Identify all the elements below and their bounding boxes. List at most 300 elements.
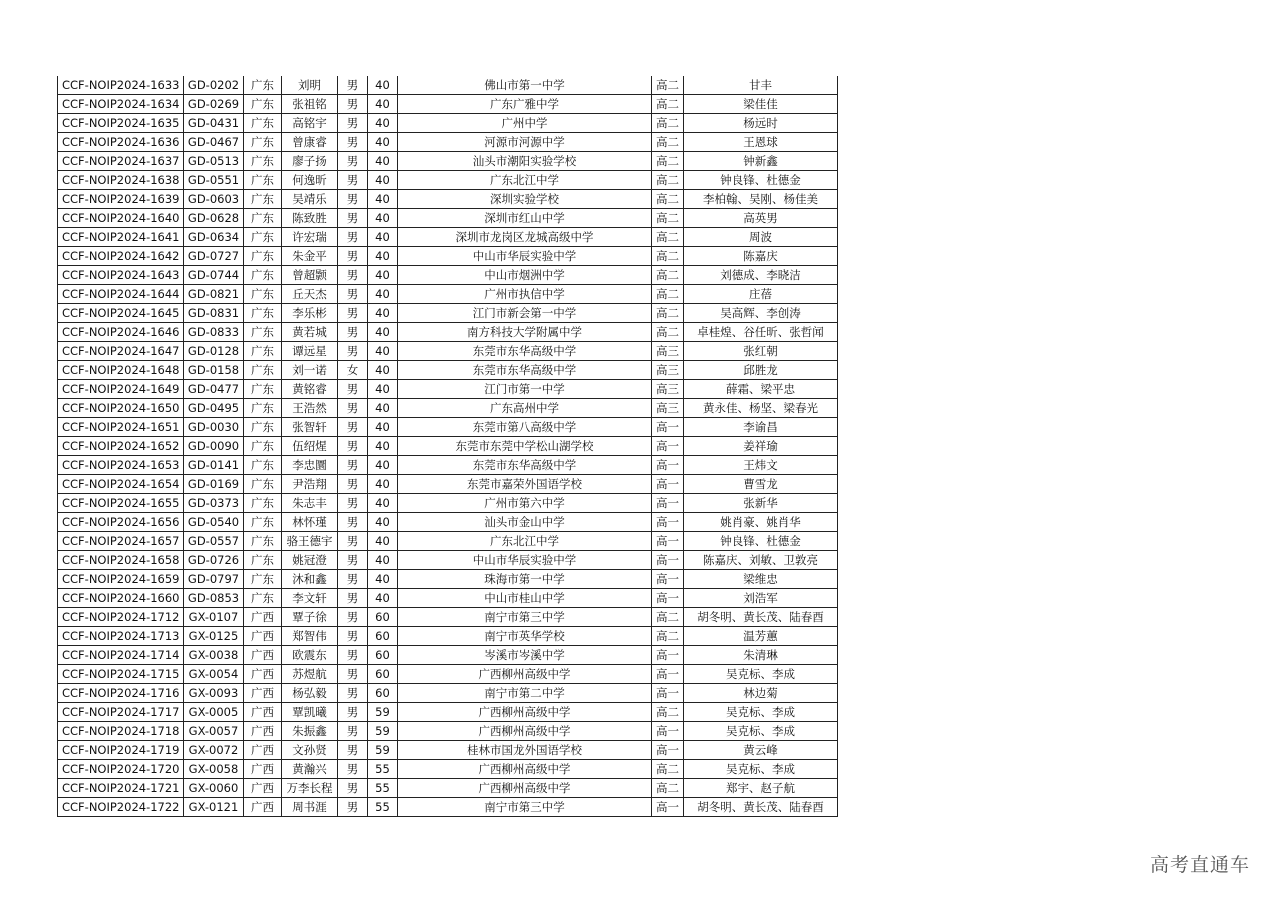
instructor-cell: 吴克标、李成 bbox=[684, 703, 838, 722]
score-cell: 55 bbox=[368, 760, 398, 779]
table-row bbox=[58, 171, 838, 190]
table-row bbox=[58, 437, 838, 456]
registration-code-cell: GX-0072 bbox=[184, 741, 244, 760]
registration-code-cell: GD-0269 bbox=[184, 95, 244, 114]
gender-cell: 男 bbox=[338, 114, 368, 133]
contest-id-cell: CCF-NOIP2024-1714 bbox=[58, 646, 184, 665]
score-cell: 40 bbox=[368, 456, 398, 475]
province-cell: 广东 bbox=[244, 361, 282, 380]
school-cell: 东莞市东莞中学松山湖学校 bbox=[398, 437, 652, 456]
student-name-cell: 刘明 bbox=[282, 76, 338, 95]
contest-id-cell: CCF-NOIP2024-1642 bbox=[58, 247, 184, 266]
gender-cell: 女 bbox=[338, 361, 368, 380]
instructor-cell: 刘德成、李晓洁 bbox=[684, 266, 838, 285]
grade-cell: 高三 bbox=[652, 342, 684, 361]
table-row bbox=[58, 380, 838, 399]
school-cell: 广东北江中学 bbox=[398, 171, 652, 190]
gender-cell: 男 bbox=[338, 152, 368, 171]
province-cell: 广东 bbox=[244, 171, 282, 190]
score-cell: 60 bbox=[368, 608, 398, 627]
instructor-cell: 王恩球 bbox=[684, 133, 838, 152]
instructor-cell: 梁佳佳 bbox=[684, 95, 838, 114]
registration-code-cell: GX-0005 bbox=[184, 703, 244, 722]
table-row bbox=[58, 570, 838, 589]
grade-cell: 高一 bbox=[652, 570, 684, 589]
province-cell: 广东 bbox=[244, 437, 282, 456]
student-name-cell: 欧震东 bbox=[282, 646, 338, 665]
registration-code-cell: GD-0202 bbox=[184, 76, 244, 95]
student-name-cell: 姚冠澄 bbox=[282, 551, 338, 570]
instructor-cell: 温芳蕙 bbox=[684, 627, 838, 646]
score-cell: 40 bbox=[368, 570, 398, 589]
student-name-cell: 曾康睿 bbox=[282, 133, 338, 152]
instructor-cell: 姚肖豪、姚肖华 bbox=[684, 513, 838, 532]
contest-id-cell: CCF-NOIP2024-1722 bbox=[58, 798, 184, 817]
score-cell: 60 bbox=[368, 627, 398, 646]
gender-cell: 男 bbox=[338, 323, 368, 342]
school-cell: 广西柳州高级中学 bbox=[398, 779, 652, 798]
contest-id-cell: CCF-NOIP2024-1654 bbox=[58, 475, 184, 494]
province-cell: 广东 bbox=[244, 133, 282, 152]
score-cell: 40 bbox=[368, 228, 398, 247]
school-cell: 佛山市第一中学 bbox=[398, 76, 652, 95]
gender-cell: 男 bbox=[338, 304, 368, 323]
table-row bbox=[58, 266, 838, 285]
gender-cell: 男 bbox=[338, 684, 368, 703]
registration-code-cell: GX-0057 bbox=[184, 722, 244, 741]
registration-code-cell: GD-0726 bbox=[184, 551, 244, 570]
registration-code-cell: GD-0431 bbox=[184, 114, 244, 133]
student-name-cell: 张祖铭 bbox=[282, 95, 338, 114]
school-cell: 汕头市潮阳实验学校 bbox=[398, 152, 652, 171]
table-row bbox=[58, 133, 838, 152]
school-cell: 东莞市东华高级中学 bbox=[398, 342, 652, 361]
grade-cell: 高二 bbox=[652, 209, 684, 228]
grade-cell: 高一 bbox=[652, 475, 684, 494]
gender-cell: 男 bbox=[338, 95, 368, 114]
score-cell: 40 bbox=[368, 532, 398, 551]
student-name-cell: 张智轩 bbox=[282, 418, 338, 437]
instructor-cell: 周波 bbox=[684, 228, 838, 247]
school-cell: 深圳市红山中学 bbox=[398, 209, 652, 228]
province-cell: 广东 bbox=[244, 589, 282, 608]
grade-cell: 高二 bbox=[652, 779, 684, 798]
province-cell: 广东 bbox=[244, 551, 282, 570]
registration-code-cell: GX-0125 bbox=[184, 627, 244, 646]
table-row bbox=[58, 513, 838, 532]
score-cell: 55 bbox=[368, 779, 398, 798]
table-row bbox=[58, 589, 838, 608]
table-row bbox=[58, 114, 838, 133]
province-cell: 广西 bbox=[244, 779, 282, 798]
instructor-cell: 胡冬明、黄长茂、陆春酉 bbox=[684, 608, 838, 627]
registration-code-cell: GD-0557 bbox=[184, 532, 244, 551]
gender-cell: 男 bbox=[338, 589, 368, 608]
grade-cell: 高一 bbox=[652, 418, 684, 437]
contest-id-cell: CCF-NOIP2024-1717 bbox=[58, 703, 184, 722]
student-name-cell: 万李长程 bbox=[282, 779, 338, 798]
province-cell: 广东 bbox=[244, 494, 282, 513]
watermark-text: 高考直通车 bbox=[1149, 854, 1250, 876]
score-cell: 40 bbox=[368, 361, 398, 380]
registration-code-cell: GD-0158 bbox=[184, 361, 244, 380]
grade-cell: 高二 bbox=[652, 608, 684, 627]
student-name-cell: 丘天杰 bbox=[282, 285, 338, 304]
registration-code-cell: GX-0093 bbox=[184, 684, 244, 703]
contest-id-cell: CCF-NOIP2024-1638 bbox=[58, 171, 184, 190]
province-cell: 广东 bbox=[244, 95, 282, 114]
table-row bbox=[58, 209, 838, 228]
instructor-cell: 王炜文 bbox=[684, 456, 838, 475]
registration-code-cell: GD-0833 bbox=[184, 323, 244, 342]
student-name-cell: 骆王德宇 bbox=[282, 532, 338, 551]
grade-cell: 高二 bbox=[652, 190, 684, 209]
contest-id-cell: CCF-NOIP2024-1646 bbox=[58, 323, 184, 342]
contest-id-cell: CCF-NOIP2024-1640 bbox=[58, 209, 184, 228]
student-name-cell: 朱振鑫 bbox=[282, 722, 338, 741]
table-row bbox=[58, 684, 838, 703]
table-row bbox=[58, 76, 838, 95]
school-cell: 东莞市第八高级中学 bbox=[398, 418, 652, 437]
grade-cell: 高二 bbox=[652, 76, 684, 95]
student-name-cell: 许宏瑞 bbox=[282, 228, 338, 247]
instructor-cell: 陈嘉庆 bbox=[684, 247, 838, 266]
student-name-cell: 高铭宇 bbox=[282, 114, 338, 133]
student-name-cell: 沐和鑫 bbox=[282, 570, 338, 589]
registration-code-cell: GX-0054 bbox=[184, 665, 244, 684]
contest-id-cell: CCF-NOIP2024-1721 bbox=[58, 779, 184, 798]
province-cell: 广东 bbox=[244, 418, 282, 437]
score-cell: 40 bbox=[368, 152, 398, 171]
school-cell: 江门市新会第一中学 bbox=[398, 304, 652, 323]
score-cell: 40 bbox=[368, 76, 398, 95]
instructor-cell: 郑宇、赵子航 bbox=[684, 779, 838, 798]
score-cell: 40 bbox=[368, 589, 398, 608]
registration-code-cell: GD-0467 bbox=[184, 133, 244, 152]
contest-id-cell: CCF-NOIP2024-1645 bbox=[58, 304, 184, 323]
gender-cell: 男 bbox=[338, 741, 368, 760]
province-cell: 广东 bbox=[244, 323, 282, 342]
table-row bbox=[58, 190, 838, 209]
gender-cell: 男 bbox=[338, 570, 368, 589]
school-cell: 河源市河源中学 bbox=[398, 133, 652, 152]
contest-id-cell: CCF-NOIP2024-1636 bbox=[58, 133, 184, 152]
grade-cell: 高二 bbox=[652, 228, 684, 247]
instructor-cell: 吴高辉、李创涛 bbox=[684, 304, 838, 323]
grade-cell: 高二 bbox=[652, 285, 684, 304]
gender-cell: 男 bbox=[338, 532, 368, 551]
province-cell: 广东 bbox=[244, 266, 282, 285]
contest-id-cell: CCF-NOIP2024-1653 bbox=[58, 456, 184, 475]
registration-code-cell: GD-0551 bbox=[184, 171, 244, 190]
contest-id-cell: CCF-NOIP2024-1657 bbox=[58, 532, 184, 551]
student-name-cell: 文孙贤 bbox=[282, 741, 338, 760]
registration-code-cell: GD-0821 bbox=[184, 285, 244, 304]
student-name-cell: 李忠圜 bbox=[282, 456, 338, 475]
table-row bbox=[58, 627, 838, 646]
student-name-cell: 何逸昕 bbox=[282, 171, 338, 190]
grade-cell: 高一 bbox=[652, 494, 684, 513]
student-name-cell: 朱志丰 bbox=[282, 494, 338, 513]
contest-id-cell: CCF-NOIP2024-1718 bbox=[58, 722, 184, 741]
score-cell: 59 bbox=[368, 703, 398, 722]
province-cell: 广东 bbox=[244, 228, 282, 247]
contest-id-cell: CCF-NOIP2024-1650 bbox=[58, 399, 184, 418]
registration-code-cell: GX-0107 bbox=[184, 608, 244, 627]
instructor-cell: 吴克标、李成 bbox=[684, 722, 838, 741]
gender-cell: 男 bbox=[338, 760, 368, 779]
instructor-cell: 黄云峰 bbox=[684, 741, 838, 760]
contest-id-cell: CCF-NOIP2024-1656 bbox=[58, 513, 184, 532]
school-cell: 岑溪市岑溪中学 bbox=[398, 646, 652, 665]
table-row bbox=[58, 285, 838, 304]
province-cell: 广东 bbox=[244, 342, 282, 361]
table-row bbox=[58, 342, 838, 361]
province-cell: 广西 bbox=[244, 703, 282, 722]
gender-cell: 男 bbox=[338, 209, 368, 228]
registration-code-cell: GD-0628 bbox=[184, 209, 244, 228]
province-cell: 广东 bbox=[244, 570, 282, 589]
student-name-cell: 吴靖乐 bbox=[282, 190, 338, 209]
gender-cell: 男 bbox=[338, 437, 368, 456]
province-cell: 广西 bbox=[244, 722, 282, 741]
school-cell: 汕头市金山中学 bbox=[398, 513, 652, 532]
score-cell: 40 bbox=[368, 342, 398, 361]
registration-code-cell: GD-0797 bbox=[184, 570, 244, 589]
score-cell: 40 bbox=[368, 114, 398, 133]
table-row bbox=[58, 608, 838, 627]
registration-code-cell: GD-0831 bbox=[184, 304, 244, 323]
grade-cell: 高一 bbox=[652, 722, 684, 741]
grade-cell: 高一 bbox=[652, 646, 684, 665]
table-row bbox=[58, 760, 838, 779]
student-name-cell: 刘一诺 bbox=[282, 361, 338, 380]
contest-id-cell: CCF-NOIP2024-1720 bbox=[58, 760, 184, 779]
province-cell: 广东 bbox=[244, 304, 282, 323]
grade-cell: 高一 bbox=[652, 684, 684, 703]
school-cell: 广东广雅中学 bbox=[398, 95, 652, 114]
score-cell: 40 bbox=[368, 380, 398, 399]
school-cell: 深圳实验学校 bbox=[398, 190, 652, 209]
score-cell: 40 bbox=[368, 285, 398, 304]
student-name-cell: 谭远星 bbox=[282, 342, 338, 361]
province-cell: 广东 bbox=[244, 285, 282, 304]
school-cell: 广东北江中学 bbox=[398, 532, 652, 551]
grade-cell: 高二 bbox=[652, 627, 684, 646]
instructor-cell: 林边菊 bbox=[684, 684, 838, 703]
score-cell: 40 bbox=[368, 209, 398, 228]
gender-cell: 男 bbox=[338, 456, 368, 475]
school-cell: 中山市华辰实验中学 bbox=[398, 551, 652, 570]
province-cell: 广东 bbox=[244, 513, 282, 532]
instructor-cell: 张红朝 bbox=[684, 342, 838, 361]
gender-cell: 男 bbox=[338, 551, 368, 570]
score-cell: 60 bbox=[368, 684, 398, 703]
instructor-cell: 甘丰 bbox=[684, 76, 838, 95]
results-table-body bbox=[58, 76, 838, 817]
instructor-cell: 庄蓓 bbox=[684, 285, 838, 304]
gender-cell: 男 bbox=[338, 399, 368, 418]
student-name-cell: 廖子扬 bbox=[282, 152, 338, 171]
registration-code-cell: GD-0634 bbox=[184, 228, 244, 247]
school-cell: 广东高州中学 bbox=[398, 399, 652, 418]
table-row bbox=[58, 418, 838, 437]
instructor-cell: 陈嘉庆、刘敏、卫敦亮 bbox=[684, 551, 838, 570]
table-row bbox=[58, 95, 838, 114]
registration-code-cell: GD-0853 bbox=[184, 589, 244, 608]
contest-id-cell: CCF-NOIP2024-1658 bbox=[58, 551, 184, 570]
score-cell: 40 bbox=[368, 399, 398, 418]
score-cell: 40 bbox=[368, 171, 398, 190]
gender-cell: 男 bbox=[338, 171, 368, 190]
score-cell: 40 bbox=[368, 190, 398, 209]
contest-id-cell: CCF-NOIP2024-1713 bbox=[58, 627, 184, 646]
grade-cell: 高一 bbox=[652, 551, 684, 570]
table-row bbox=[58, 475, 838, 494]
score-cell: 60 bbox=[368, 646, 398, 665]
table-row bbox=[58, 798, 838, 817]
school-cell: 中山市华辰实验中学 bbox=[398, 247, 652, 266]
contest-id-cell: CCF-NOIP2024-1652 bbox=[58, 437, 184, 456]
province-cell: 广东 bbox=[244, 76, 282, 95]
score-cell: 40 bbox=[368, 133, 398, 152]
score-cell: 40 bbox=[368, 323, 398, 342]
table-row bbox=[58, 304, 838, 323]
student-name-cell: 曾超颢 bbox=[282, 266, 338, 285]
student-name-cell: 李乐彬 bbox=[282, 304, 338, 323]
table-row bbox=[58, 323, 838, 342]
gender-cell: 男 bbox=[338, 285, 368, 304]
school-cell: 广州市第六中学 bbox=[398, 494, 652, 513]
province-cell: 广西 bbox=[244, 684, 282, 703]
table-row bbox=[58, 665, 838, 684]
student-name-cell: 郑智伟 bbox=[282, 627, 338, 646]
results-table bbox=[57, 76, 838, 817]
grade-cell: 高二 bbox=[652, 133, 684, 152]
score-cell: 40 bbox=[368, 418, 398, 437]
contest-id-cell: CCF-NOIP2024-1643 bbox=[58, 266, 184, 285]
school-cell: 深圳市龙岗区龙城高级中学 bbox=[398, 228, 652, 247]
student-name-cell: 周书涯 bbox=[282, 798, 338, 817]
gender-cell: 男 bbox=[338, 247, 368, 266]
grade-cell: 高一 bbox=[652, 513, 684, 532]
contest-id-cell: CCF-NOIP2024-1637 bbox=[58, 152, 184, 171]
school-cell: 东莞市东华高级中学 bbox=[398, 361, 652, 380]
registration-code-cell: GD-0169 bbox=[184, 475, 244, 494]
contest-id-cell: CCF-NOIP2024-1647 bbox=[58, 342, 184, 361]
score-cell: 40 bbox=[368, 513, 398, 532]
grade-cell: 高二 bbox=[652, 247, 684, 266]
instructor-cell: 刘浩军 bbox=[684, 589, 838, 608]
registration-code-cell: GD-0141 bbox=[184, 456, 244, 475]
school-cell: 中山市桂山中学 bbox=[398, 589, 652, 608]
table-row bbox=[58, 247, 838, 266]
school-cell: 南宁市第三中学 bbox=[398, 608, 652, 627]
table-row bbox=[58, 703, 838, 722]
score-cell: 59 bbox=[368, 741, 398, 760]
province-cell: 广东 bbox=[244, 247, 282, 266]
gender-cell: 男 bbox=[338, 513, 368, 532]
grade-cell: 高三 bbox=[652, 399, 684, 418]
instructor-cell: 胡冬明、黄长茂、陆春酉 bbox=[684, 798, 838, 817]
registration-code-cell: GD-0030 bbox=[184, 418, 244, 437]
province-cell: 广东 bbox=[244, 380, 282, 399]
province-cell: 广东 bbox=[244, 190, 282, 209]
score-cell: 60 bbox=[368, 665, 398, 684]
student-name-cell: 黄瀚兴 bbox=[282, 760, 338, 779]
score-cell: 59 bbox=[368, 722, 398, 741]
student-name-cell: 王浩然 bbox=[282, 399, 338, 418]
gender-cell: 男 bbox=[338, 228, 368, 247]
grade-cell: 高一 bbox=[652, 437, 684, 456]
school-cell: 广西柳州高级中学 bbox=[398, 760, 652, 779]
grade-cell: 高二 bbox=[652, 703, 684, 722]
instructor-cell: 姜祥瑜 bbox=[684, 437, 838, 456]
grade-cell: 高三 bbox=[652, 380, 684, 399]
instructor-cell: 朱清琳 bbox=[684, 646, 838, 665]
student-name-cell: 杨弘毅 bbox=[282, 684, 338, 703]
instructor-cell: 李柏翰、吴刚、杨佳美 bbox=[684, 190, 838, 209]
student-name-cell: 林怀瑾 bbox=[282, 513, 338, 532]
contest-id-cell: CCF-NOIP2024-1644 bbox=[58, 285, 184, 304]
student-name-cell: 陈致胜 bbox=[282, 209, 338, 228]
table-row bbox=[58, 152, 838, 171]
contest-id-cell: CCF-NOIP2024-1648 bbox=[58, 361, 184, 380]
contest-id-cell: CCF-NOIP2024-1633 bbox=[58, 76, 184, 95]
grade-cell: 高一 bbox=[652, 456, 684, 475]
grade-cell: 高二 bbox=[652, 760, 684, 779]
score-cell: 40 bbox=[368, 304, 398, 323]
province-cell: 广东 bbox=[244, 532, 282, 551]
school-cell: 珠海市第一中学 bbox=[398, 570, 652, 589]
table-row bbox=[58, 741, 838, 760]
registration-code-cell: GD-0744 bbox=[184, 266, 244, 285]
instructor-cell: 曹雪龙 bbox=[684, 475, 838, 494]
contest-id-cell: CCF-NOIP2024-1635 bbox=[58, 114, 184, 133]
grade-cell: 高二 bbox=[652, 114, 684, 133]
grade-cell: 高二 bbox=[652, 171, 684, 190]
table-row bbox=[58, 551, 838, 570]
instructor-cell: 钟新鑫 bbox=[684, 152, 838, 171]
gender-cell: 男 bbox=[338, 779, 368, 798]
contest-id-cell: CCF-NOIP2024-1712 bbox=[58, 608, 184, 627]
school-cell: 南宁市第三中学 bbox=[398, 798, 652, 817]
registration-code-cell: GD-0540 bbox=[184, 513, 244, 532]
gender-cell: 男 bbox=[338, 133, 368, 152]
student-name-cell: 覃凯曦 bbox=[282, 703, 338, 722]
gender-cell: 男 bbox=[338, 380, 368, 399]
registration-code-cell: GD-0513 bbox=[184, 152, 244, 171]
table-row bbox=[58, 494, 838, 513]
contest-id-cell: CCF-NOIP2024-1634 bbox=[58, 95, 184, 114]
gender-cell: 男 bbox=[338, 608, 368, 627]
student-name-cell: 苏煜航 bbox=[282, 665, 338, 684]
instructor-cell: 高英男 bbox=[684, 209, 838, 228]
contest-id-cell: CCF-NOIP2024-1719 bbox=[58, 741, 184, 760]
province-cell: 广东 bbox=[244, 114, 282, 133]
instructor-cell: 杨远时 bbox=[684, 114, 838, 133]
registration-code-cell: GD-0128 bbox=[184, 342, 244, 361]
gender-cell: 男 bbox=[338, 418, 368, 437]
instructor-cell: 吴克标、李成 bbox=[684, 665, 838, 684]
score-cell: 40 bbox=[368, 266, 398, 285]
gender-cell: 男 bbox=[338, 798, 368, 817]
table-row bbox=[58, 646, 838, 665]
school-cell: 中山市烟洲中学 bbox=[398, 266, 652, 285]
instructor-cell: 吴克标、李成 bbox=[684, 760, 838, 779]
instructor-cell: 李谕昌 bbox=[684, 418, 838, 437]
student-name-cell: 黄铭睿 bbox=[282, 380, 338, 399]
